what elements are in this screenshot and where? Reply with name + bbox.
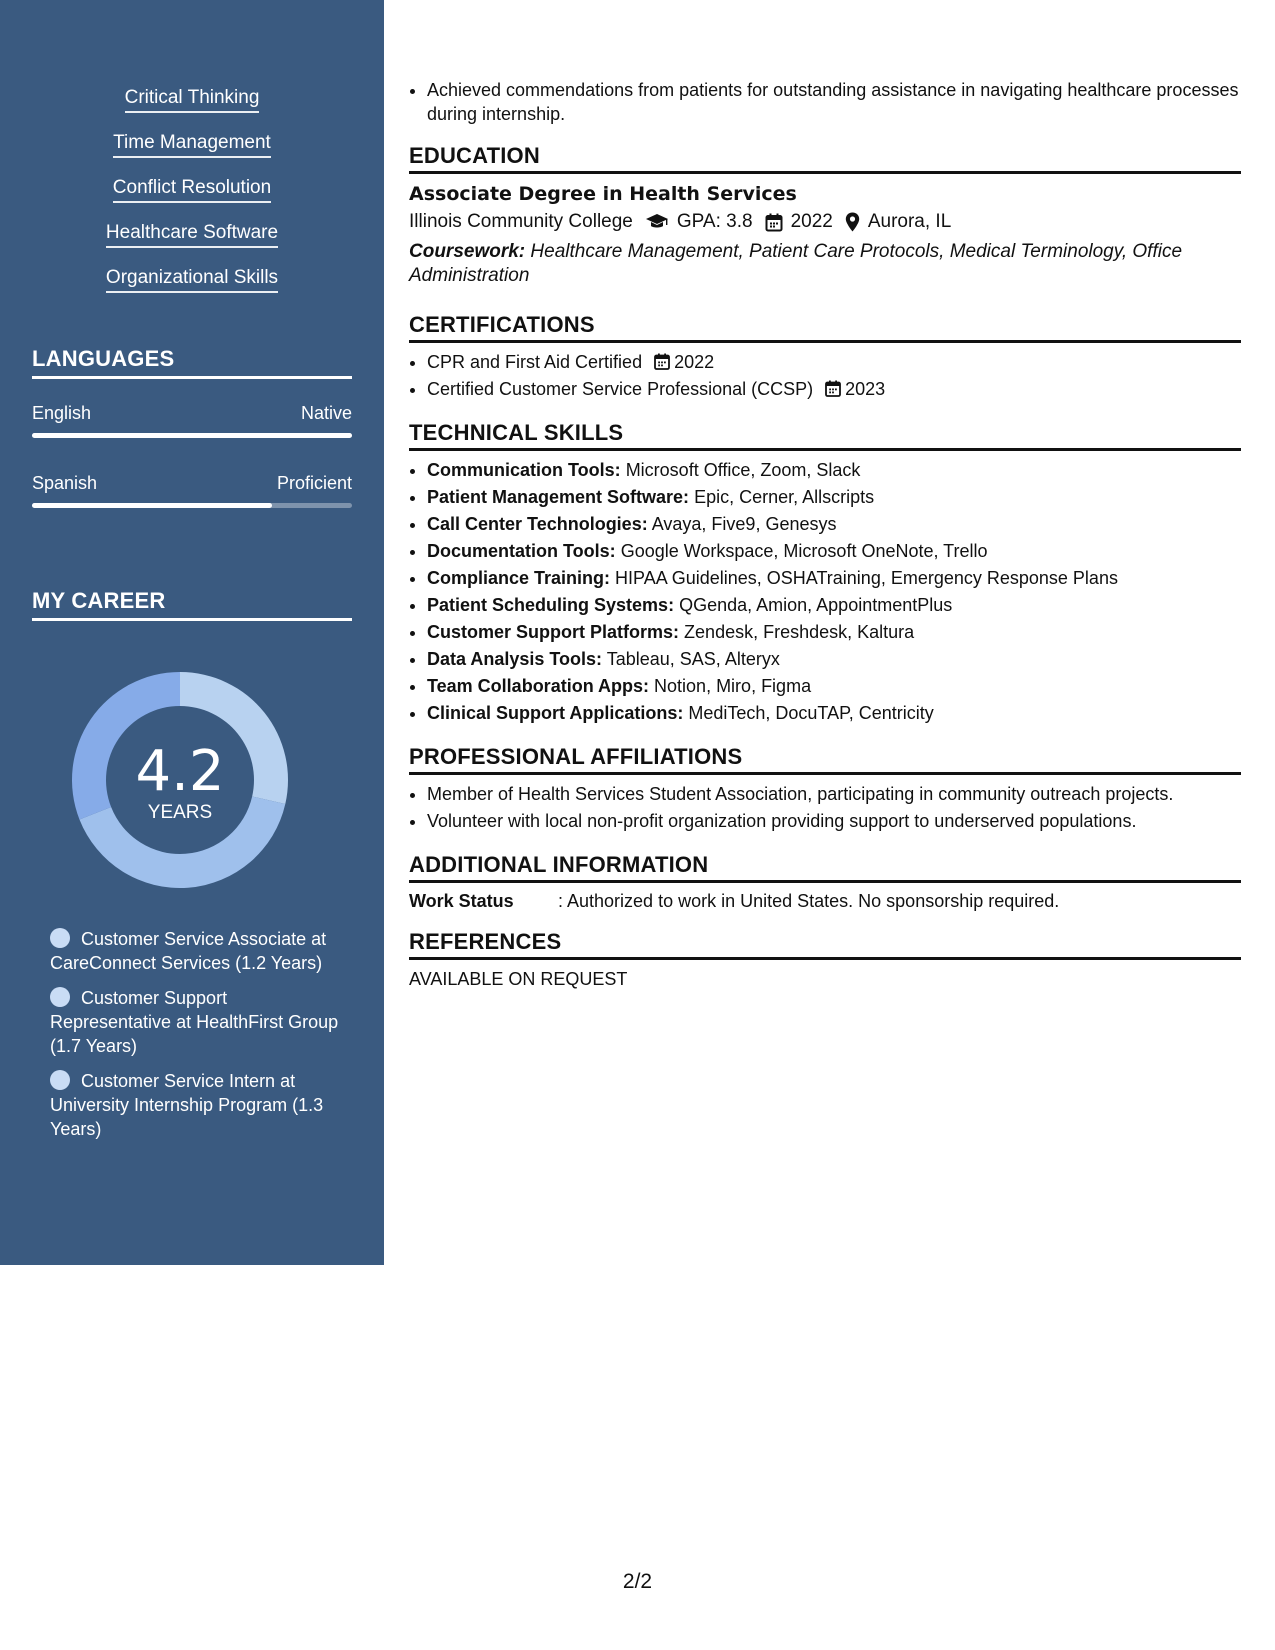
- experience-bullets: [409, 78, 1241, 126]
- work-status-label: Work Status: [409, 891, 514, 911]
- list-item: [427, 565, 1241, 592]
- skill-category: Data Analysis Tools:: [427, 649, 603, 669]
- calendar-icon: [765, 213, 783, 232]
- career-label: Customer Service Intern at University Internship Program (1.3 Years): [50, 1071, 324, 1139]
- gpa: GPA: 3.8: [676, 211, 753, 232]
- certification-year: 2022: [674, 352, 715, 372]
- skill-values: Zendesk, Freshdesk, Kaltura: [684, 622, 915, 642]
- skill-category: Clinical Support Applications:: [427, 703, 684, 723]
- list-item: [427, 700, 1241, 727]
- graduation-year: 2022: [790, 211, 833, 232]
- education-heading: EDUCATION: [409, 143, 1241, 174]
- page-number: 2/2: [622, 1570, 653, 1593]
- career-total-unit: YEARS: [147, 802, 213, 823]
- skill-values: Epic, Cerner, Allscripts: [694, 487, 875, 507]
- language-proficiency-bar: [32, 503, 352, 508]
- skill-item: Critical Thinking: [125, 86, 260, 113]
- language-proficiency-fill: [32, 433, 352, 438]
- skill-item: Organizational Skills: [106, 266, 278, 293]
- main-content: [409, 78, 1241, 990]
- career-item: [50, 986, 340, 1058]
- affiliations-heading: PROFESSIONAL AFFILIATIONS: [409, 744, 1241, 775]
- references-heading: REFERENCES: [409, 929, 1241, 960]
- calendar-icon: [825, 380, 841, 397]
- work-status-value: : Authorized to work in United States. No sponsorship required.: [558, 891, 1060, 911]
- language-name: English: [32, 403, 92, 423]
- coursework: [409, 240, 1241, 288]
- skill-values: MediTech, DocuTAP, Centricity: [688, 703, 934, 723]
- language-name: Spanish: [32, 473, 98, 493]
- list-item: [427, 511, 1241, 538]
- education-meta: [409, 211, 1241, 233]
- language-proficiency-bar: [32, 433, 352, 438]
- language-proficiency-fill: [32, 503, 272, 508]
- list-item: [427, 646, 1241, 673]
- certification-item: [427, 376, 1241, 403]
- certifications-list: [409, 349, 1241, 403]
- certification-name: Certified Customer Service Professional (CCSP): [427, 379, 814, 399]
- skill-values: Microsoft Office, Zoom, Slack: [625, 460, 861, 480]
- language-level: Native: [300, 403, 352, 423]
- language-english: [32, 403, 352, 438]
- certification-item: [427, 349, 1241, 376]
- sidebar: [0, 0, 384, 1265]
- career-label: Customer Service Associate at CareConnect Services (1.2 Years): [50, 929, 327, 973]
- career-legend: [50, 927, 340, 1152]
- legend-dot: [50, 1070, 70, 1090]
- calendar-icon: [654, 353, 670, 370]
- degree-title: Associate Degree in Health Services: [409, 183, 797, 205]
- soft-skills-list: [32, 86, 352, 311]
- career-donut-chart: [66, 666, 294, 894]
- skill-category: Documentation Tools:: [427, 541, 616, 561]
- skill-item: Conflict Resolution: [113, 176, 271, 203]
- school-name: Illinois Community College: [409, 211, 633, 232]
- career-item: [50, 927, 340, 975]
- career-heading: MY CAREER: [32, 588, 352, 621]
- technical-skills-heading: TECHNICAL SKILLS: [409, 420, 1241, 451]
- skill-category: Call Center Technologies:: [427, 514, 648, 534]
- skill-values: Tableau, SAS, Alteryx: [606, 649, 780, 669]
- skill-values: QGenda, Amion, AppointmentPlus: [679, 595, 953, 615]
- list-item: [427, 538, 1241, 565]
- additional-info-heading: ADDITIONAL INFORMATION: [409, 852, 1241, 883]
- school-location: Aurora, IL: [867, 211, 952, 232]
- list-item: • Member of Health Services Student Association, participating in community outreach projects.: [427, 781, 1241, 808]
- list-item: [427, 457, 1241, 484]
- list-item: [427, 673, 1241, 700]
- list-item: [427, 484, 1241, 511]
- career-total-value: 4.2: [135, 739, 225, 804]
- career-item: [50, 1069, 340, 1141]
- language-level: Proficient: [276, 473, 352, 493]
- skill-item: Healthcare Software: [106, 221, 278, 248]
- affiliations-list: [409, 781, 1241, 835]
- list-item: [427, 592, 1241, 619]
- legend-dot: [50, 928, 70, 948]
- skill-values: HIPAA Guidelines, OSHATraining, Emergency Response Plans: [615, 568, 1118, 588]
- coursework-label: Coursework:: [409, 241, 526, 262]
- list-item: • Volunteer with local non-profit organization providing support to underserved populations.: [427, 808, 1241, 835]
- work-status: [409, 891, 1241, 912]
- career-label: Customer Support Representative at HealthFirst Group (1.7 Years): [50, 988, 339, 1056]
- skill-category: Patient Management Software:: [427, 487, 690, 507]
- language-spanish: [32, 473, 352, 508]
- certifications-heading: CERTIFICATIONS: [409, 312, 1241, 343]
- languages-heading: LANGUAGES: [32, 346, 352, 379]
- list-item: • Achieved commendations from patients for outstanding assistance in navigating healthcare processes during internship.: [427, 78, 1241, 126]
- skill-item: Time Management: [113, 131, 271, 158]
- references-text: AVAILABLE ON REQUEST: [409, 969, 628, 989]
- certification-year: 2023: [845, 379, 886, 399]
- graduation-cap-icon: [645, 213, 669, 231]
- coursework-text: Healthcare Management, Patient Care Protocols, Medical Terminology, Office Administration: [409, 241, 1183, 286]
- skill-category: Compliance Training:: [427, 568, 611, 588]
- certification-name: CPR and First Aid Certified: [427, 352, 643, 372]
- skill-category: Customer Support Platforms:: [427, 622, 680, 642]
- map-pin-icon: [845, 212, 860, 232]
- skill-values: Avaya, Five9, Genesys: [651, 514, 837, 534]
- technical-skills-list: [409, 457, 1241, 727]
- skill-values: Google Workspace, Microsoft OneNote, Trello: [620, 541, 988, 561]
- skill-category: Patient Scheduling Systems:: [427, 595, 675, 615]
- skill-category: Communication Tools:: [427, 460, 621, 480]
- legend-dot: [50, 987, 70, 1007]
- skill-category: Team Collaboration Apps:: [427, 676, 650, 696]
- list-item: [427, 619, 1241, 646]
- skill-values: Notion, Miro, Figma: [654, 676, 812, 696]
